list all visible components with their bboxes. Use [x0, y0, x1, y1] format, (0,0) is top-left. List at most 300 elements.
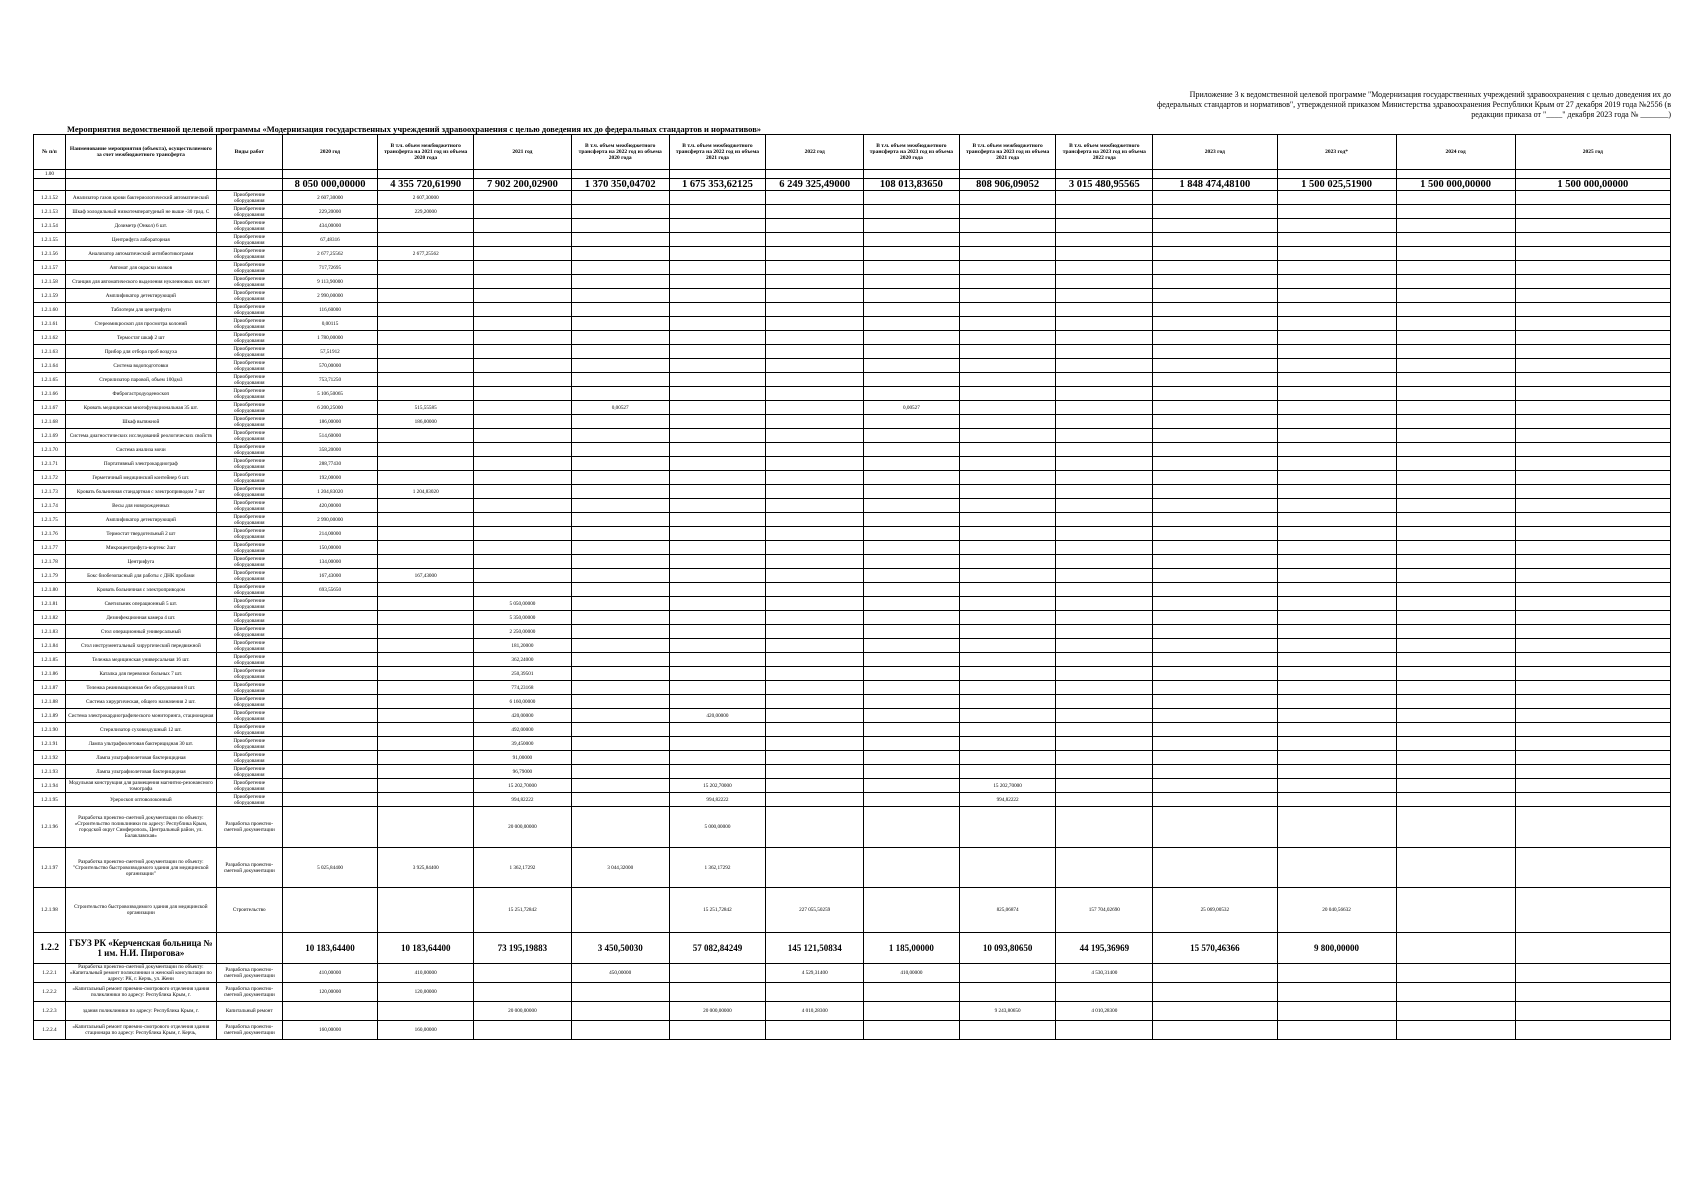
value-cell [1056, 779, 1153, 793]
value-cell [1396, 205, 1515, 219]
value-cell [1277, 709, 1396, 723]
value-cell: 515,55585 [378, 401, 474, 415]
value-cell [864, 667, 960, 681]
value-cell [1515, 611, 1670, 625]
row-name: Таблотерм для центрифуги [65, 303, 216, 317]
value-cell [669, 695, 766, 709]
value-cell [864, 233, 960, 247]
row-work-type: Разработка проектно-сметной документации [216, 983, 282, 1002]
value-cell: 9 800,00000 [1277, 933, 1396, 964]
value-cell [1515, 667, 1670, 681]
value-cell [669, 983, 766, 1002]
table-row [34, 1021, 1671, 1040]
table-row [34, 709, 1671, 723]
row-work-type [216, 933, 282, 964]
value-cell [1277, 401, 1396, 415]
value-cell [1515, 597, 1670, 611]
value-cell [474, 387, 572, 401]
total-cell: 6 249 325,49000 [766, 179, 864, 191]
value-cell [1153, 415, 1277, 429]
value-cell [766, 499, 864, 513]
table-body [34, 170, 1671, 1040]
value-cell [959, 681, 1056, 695]
value-cell [959, 751, 1056, 765]
value-cell [474, 205, 572, 219]
value-cell [1396, 964, 1515, 983]
row-name: Каталка для перевозки больных 7 шт. [65, 667, 216, 681]
value-cell [959, 289, 1056, 303]
value-cell: 157 704,02690 [1056, 888, 1153, 933]
value-cell [1515, 205, 1670, 219]
value-cell [1396, 597, 1515, 611]
value-cell [766, 387, 864, 401]
value-cell [864, 513, 960, 527]
value-cell [1515, 457, 1670, 471]
value-cell: 825,06874 [959, 888, 1056, 933]
value-cell [1396, 275, 1515, 289]
value-cell [1396, 583, 1515, 597]
value-cell [864, 793, 960, 807]
value-cell [669, 191, 766, 205]
value-cell [1277, 848, 1396, 888]
value-cell [766, 303, 864, 317]
value-cell [474, 471, 572, 485]
value-cell [1153, 779, 1277, 793]
value-cell [378, 471, 474, 485]
value-cell [766, 457, 864, 471]
value-cell [571, 807, 669, 848]
value-cell [378, 499, 474, 513]
value-cell [1277, 983, 1396, 1002]
value-cell [1153, 247, 1277, 261]
value-cell [378, 793, 474, 807]
value-cell: 10 183,64400 [282, 933, 378, 964]
value-cell [766, 737, 864, 751]
value-cell [959, 233, 1056, 247]
value-cell [1153, 667, 1277, 681]
value-cell [959, 303, 1056, 317]
table-row [34, 485, 1671, 499]
value-cell [1515, 723, 1670, 737]
value-cell [959, 513, 1056, 527]
value-cell [1277, 625, 1396, 639]
value-cell [1396, 513, 1515, 527]
value-cell [669, 415, 766, 429]
value-cell [959, 1021, 1056, 1040]
value-cell [1396, 289, 1515, 303]
value-cell [669, 597, 766, 611]
value-cell [1153, 737, 1277, 751]
value-cell: 1 362,17292 [474, 848, 572, 888]
value-cell [1277, 1021, 1396, 1040]
value-cell [864, 625, 960, 639]
value-cell [378, 331, 474, 345]
value-cell [864, 387, 960, 401]
value-cell [571, 205, 669, 219]
value-cell: 4 529,31400 [766, 964, 864, 983]
row-work-type: Приобретение оборудования [216, 219, 282, 233]
row-work-type: Приобретение оборудования [216, 793, 282, 807]
row-work-type: Приобретение оборудования [216, 471, 282, 485]
value-cell [474, 964, 572, 983]
value-cell [669, 737, 766, 751]
row-number: 1.2.1.53 [34, 205, 66, 219]
value-cell [378, 653, 474, 667]
value-cell [1396, 555, 1515, 569]
header-cell: В т.ч. объем межбюджетного трансферта на 2023 год из объема 2021 года [959, 135, 1056, 170]
table-row [34, 793, 1671, 807]
value-cell: 5 025,84400 [282, 848, 378, 888]
value-cell [1396, 611, 1515, 625]
value-cell [1515, 317, 1670, 331]
value-cell [1396, 723, 1515, 737]
value-cell [766, 345, 864, 359]
value-cell [378, 275, 474, 289]
value-cell [766, 653, 864, 667]
value-cell [378, 289, 474, 303]
table-row [34, 275, 1671, 289]
row-name: Центрифуга [65, 555, 216, 569]
table-row [34, 219, 1671, 233]
value-cell [1056, 848, 1153, 888]
row-number: 1.2.1.74 [34, 499, 66, 513]
value-cell [766, 723, 864, 737]
row-number: 1.2.2.3 [34, 1002, 66, 1021]
value-cell [1056, 275, 1153, 289]
value-cell [1277, 541, 1396, 555]
value-cell [669, 555, 766, 569]
row-work-type: Приобретение оборудования [216, 387, 282, 401]
row-name: Стерилизатор суховоздушный 12 шт. [65, 723, 216, 737]
value-cell [669, 205, 766, 219]
value-cell [669, 471, 766, 485]
value-cell [959, 429, 1056, 443]
value-cell [1153, 639, 1277, 653]
value-cell [1515, 793, 1670, 807]
value-cell [571, 457, 669, 471]
table-row [34, 737, 1671, 751]
table-row [34, 527, 1671, 541]
value-cell [1153, 345, 1277, 359]
value-cell: 120,00000 [378, 983, 474, 1002]
value-cell [766, 695, 864, 709]
value-cell [669, 233, 766, 247]
value-cell: 410,00000 [864, 964, 960, 983]
value-cell [864, 709, 960, 723]
value-cell [864, 597, 960, 611]
value-cell [378, 888, 474, 933]
value-cell [378, 261, 474, 275]
value-cell [378, 779, 474, 793]
row-name: Лампа ультрафиолетовая бактерицидная 30 шт. [65, 737, 216, 751]
value-cell: 3 044,32000 [571, 848, 669, 888]
row-name: Система анализа мочи [65, 443, 216, 457]
value-cell [959, 191, 1056, 205]
table-row [34, 555, 1671, 569]
value-cell [1153, 205, 1277, 219]
value-cell [1515, 373, 1670, 387]
row-name: Стереомикроскоп для просмотра колоний [65, 317, 216, 331]
value-cell [1153, 443, 1277, 457]
value-cell [1153, 597, 1277, 611]
value-cell [1056, 723, 1153, 737]
value-cell [571, 779, 669, 793]
value-cell [1515, 499, 1670, 513]
value-cell: 5 050,00000 [474, 597, 572, 611]
table-row [34, 807, 1671, 848]
table-row [34, 569, 1671, 583]
value-cell [474, 219, 572, 233]
value-cell [1277, 695, 1396, 709]
value-cell: 39,450000 [474, 737, 572, 751]
row-name: Герметичный медицинский контейнер 6 шт. [65, 471, 216, 485]
value-cell [474, 331, 572, 345]
value-cell: 160,00000 [282, 1021, 378, 1040]
row-name: Дезинфекционная камера 4 шт. [65, 611, 216, 625]
value-cell [959, 387, 1056, 401]
table-row [34, 499, 1671, 513]
value-cell [669, 387, 766, 401]
table-row [34, 695, 1671, 709]
value-cell [571, 681, 669, 695]
row-work-type: Приобретение оборудования [216, 499, 282, 513]
section-code: 1.00 [34, 170, 66, 179]
table-row [34, 611, 1671, 625]
table-row [34, 765, 1671, 779]
row-number: 1.2.1.68 [34, 415, 66, 429]
value-cell [571, 429, 669, 443]
value-cell [959, 247, 1056, 261]
table-row [34, 779, 1671, 793]
table-row [34, 639, 1671, 653]
value-cell [1056, 611, 1153, 625]
value-cell: 67,48316 [282, 233, 378, 247]
value-cell [1396, 569, 1515, 583]
row-work-type: Приобретение оборудования [216, 583, 282, 597]
value-cell [1396, 359, 1515, 373]
row-number: 1.2.1.85 [34, 653, 66, 667]
value-cell [1277, 443, 1396, 457]
total-cell: 1 675 353,62125 [669, 179, 766, 191]
row-name: Тележка медицинская универсальная 16 шт. [65, 653, 216, 667]
value-cell: 20 000,00000 [669, 1002, 766, 1021]
value-cell [1515, 387, 1670, 401]
value-cell: 4 010,28300 [766, 1002, 864, 1021]
value-cell [766, 625, 864, 639]
value-cell [571, 289, 669, 303]
value-cell [766, 1021, 864, 1040]
value-cell: 774,23168 [474, 681, 572, 695]
value-cell [864, 807, 960, 848]
value-cell: 994,82222 [669, 793, 766, 807]
value-cell [1056, 401, 1153, 415]
value-cell [1396, 331, 1515, 345]
value-cell [864, 205, 960, 219]
value-cell [1056, 983, 1153, 1002]
value-cell: 73 195,19883 [474, 933, 572, 964]
value-cell [959, 471, 1056, 485]
row-name: здания поликлиники по адресу: Республика Крым, г. [65, 1002, 216, 1021]
table-row [34, 205, 1671, 219]
value-cell [474, 317, 572, 331]
value-cell [571, 653, 669, 667]
row-work-type: Приобретение оборудования [216, 345, 282, 359]
value-cell [1515, 359, 1670, 373]
value-cell [1515, 639, 1670, 653]
value-cell [1515, 513, 1670, 527]
row-number: 1.2.1.69 [34, 429, 66, 443]
value-cell [959, 499, 1056, 513]
value-cell [1153, 387, 1277, 401]
header-cell: 2023 год* [1277, 135, 1396, 170]
value-cell [1277, 499, 1396, 513]
value-cell [959, 723, 1056, 737]
value-cell [1153, 373, 1277, 387]
value-cell [864, 723, 960, 737]
value-cell [474, 303, 572, 317]
header-row [34, 135, 1671, 170]
value-cell: 116,60000 [282, 303, 378, 317]
value-cell [864, 415, 960, 429]
value-cell [571, 373, 669, 387]
value-cell: 2 677,25562 [282, 247, 378, 261]
value-cell [1515, 191, 1670, 205]
total-cell: 1 500 000,00000 [1515, 179, 1670, 191]
row-number: 1.2.1.87 [34, 681, 66, 695]
value-cell: 420,00000 [282, 499, 378, 513]
value-cell [959, 611, 1056, 625]
row-work-type: Приобретение оборудования [216, 331, 282, 345]
value-cell [1056, 1021, 1153, 1040]
row-number: 1.2.1.71 [34, 457, 66, 471]
row-number: 1.2.1.83 [34, 625, 66, 639]
row-number: 1.2.1.70 [34, 443, 66, 457]
row-name: Кровать больничная с электроприводом [65, 583, 216, 597]
value-cell: 2 677,25562 [378, 247, 474, 261]
value-cell [1056, 709, 1153, 723]
value-cell [1056, 345, 1153, 359]
table-row [34, 667, 1671, 681]
row-number: 1.2.1.65 [34, 373, 66, 387]
value-cell [959, 331, 1056, 345]
value-cell: 1 204,83020 [378, 485, 474, 499]
value-cell [1056, 527, 1153, 541]
row-name: Стол инструментальный хирургический передвижной [65, 639, 216, 653]
value-cell: 15 570,46366 [1153, 933, 1277, 964]
table-row [34, 429, 1671, 443]
value-cell [669, 625, 766, 639]
value-cell [378, 387, 474, 401]
value-cell [1153, 751, 1277, 765]
value-cell [959, 443, 1056, 457]
value-cell [766, 331, 864, 345]
row-number: 1.2.1.54 [34, 219, 66, 233]
value-cell [1277, 1002, 1396, 1021]
value-cell: 57,51912 [282, 345, 378, 359]
value-cell [571, 793, 669, 807]
value-cell [378, 219, 474, 233]
row-name: Термостат шкаф 2 шт [65, 331, 216, 345]
value-cell [669, 569, 766, 583]
value-cell [1277, 555, 1396, 569]
value-cell [1515, 583, 1670, 597]
value-cell [766, 275, 864, 289]
value-cell [1056, 429, 1153, 443]
row-work-type: Приобретение оборудования [216, 373, 282, 387]
value-cell [571, 359, 669, 373]
value-cell [378, 807, 474, 848]
value-cell [571, 191, 669, 205]
row-work-type: Приобретение оборудования [216, 275, 282, 289]
value-cell: 1 185,00000 [864, 933, 960, 964]
value-cell [571, 499, 669, 513]
value-cell [864, 499, 960, 513]
row-work-type: Приобретение оборудования [216, 457, 282, 471]
row-work-type: Приобретение оборудования [216, 317, 282, 331]
value-cell [1153, 429, 1277, 443]
value-cell [1056, 261, 1153, 275]
value-cell [282, 709, 378, 723]
value-cell [1396, 247, 1515, 261]
value-cell [1056, 639, 1153, 653]
row-number: 1.2.1.55 [34, 233, 66, 247]
value-cell [1396, 499, 1515, 513]
value-cell [282, 695, 378, 709]
value-cell: 20 000,00000 [474, 1002, 572, 1021]
value-cell [1515, 569, 1670, 583]
value-cell: 6 160,00000 [474, 695, 572, 709]
value-cell: 717,72695 [282, 261, 378, 275]
value-cell [959, 765, 1056, 779]
value-cell [1056, 737, 1153, 751]
row-name: Разработка проектно-сметной документации по объекту: "Строительство быстровозводимого здания для медицинской организации" [65, 848, 216, 888]
value-cell [1153, 457, 1277, 471]
row-name: Кровать больничная стандартная с электроприводом 7 шт [65, 485, 216, 499]
value-cell [669, 219, 766, 233]
value-cell [571, 597, 669, 611]
value-cell: 0,00115 [282, 317, 378, 331]
value-cell [1277, 807, 1396, 848]
row-work-type: Приобретение оборудования [216, 695, 282, 709]
value-cell [669, 303, 766, 317]
value-cell [1396, 807, 1515, 848]
value-cell [1056, 443, 1153, 457]
value-cell: 5 000,00000 [669, 807, 766, 848]
value-cell [669, 443, 766, 457]
value-cell [1277, 639, 1396, 653]
value-cell [766, 597, 864, 611]
row-number: 1.2.1.92 [34, 751, 66, 765]
value-cell: 2 607,30000 [282, 191, 378, 205]
value-cell [1056, 751, 1153, 765]
value-cell: 570,00000 [282, 359, 378, 373]
row-work-type: Приобретение оборудования [216, 737, 282, 751]
value-cell [1396, 1021, 1515, 1040]
value-cell [959, 737, 1056, 751]
row-number: 1.2.2.2 [34, 983, 66, 1002]
table-row [34, 359, 1671, 373]
value-cell: 420,00000 [669, 709, 766, 723]
value-cell: 10 183,64400 [378, 933, 474, 964]
row-name: Кровать медицинская многофункциональная 35 шт. [65, 401, 216, 415]
value-cell [1396, 695, 1515, 709]
document-title: Мероприятия ведомственной целевой программы «Модернизация государственных учреждений здравоохранения с целью доведения их до федеральных стандартов и нормативов» [67, 124, 762, 134]
value-cell [1153, 261, 1277, 275]
value-cell [1396, 793, 1515, 807]
table-row [34, 261, 1671, 275]
value-cell [474, 499, 572, 513]
value-cell [1277, 597, 1396, 611]
